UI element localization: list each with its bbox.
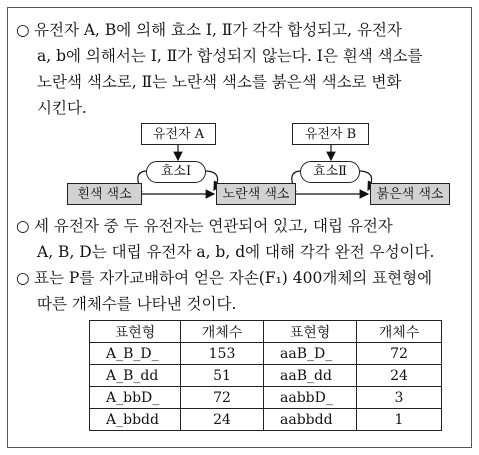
- table-cell: A_B_D_: [90, 343, 181, 365]
- para1-line-4: 시킨다.: [37, 99, 87, 117]
- paragraph-linkage: [16, 213, 466, 265]
- para2-line-1: 세 유전자 중 두 유전자는 연관되어 있고, 대립 유전자: [34, 217, 393, 235]
- para1-line-2: a, b에 의해서는 Ⅰ, Ⅱ가 합성되지 않는다. Ⅰ은 흰색 색소를: [37, 47, 423, 65]
- paragraph-table-intro: [16, 265, 466, 317]
- table-row: [90, 343, 442, 365]
- table-cell: aaB_D_: [264, 343, 357, 365]
- bullet-2: ○: [16, 217, 30, 235]
- table-cell: 1: [357, 409, 442, 431]
- gene-b-box: 유전자 B: [292, 123, 369, 145]
- yellow-pigment-box: 노란색 색소: [216, 183, 296, 205]
- header-count-2: 개체수: [357, 321, 442, 343]
- gene-a-box: 유전자 A: [141, 123, 216, 145]
- table-cell: 72: [357, 343, 442, 365]
- red-pigment-box: 붉은색 색소: [370, 183, 450, 205]
- table-cell: aabbdd: [264, 409, 357, 431]
- table-row: [90, 387, 442, 409]
- table-cell: 3: [357, 387, 442, 409]
- table-cell: A_B_dd: [90, 365, 181, 387]
- table-cell: 72: [181, 387, 264, 409]
- bullet-3: ○: [16, 269, 30, 287]
- table-cell: A_bbD_: [90, 387, 181, 409]
- table-cell: aabbD_: [264, 387, 357, 409]
- table-cell: 24: [357, 365, 442, 387]
- para3-line-1: 표는 P를 자가교배하여 얻은 자손(F₁) 400개체의 표현형에: [34, 269, 433, 287]
- para1-line-3: 노란색 색소로, Ⅱ는 노란색 색소를 붉은색 색소로 변화: [37, 73, 402, 91]
- table-cell: 153: [181, 343, 264, 365]
- phenotype-table: [89, 320, 442, 431]
- table-cell: 24: [181, 409, 264, 431]
- table-cell: aaB_dd: [264, 365, 357, 387]
- white-pigment-box: 흰색 색소: [67, 183, 142, 205]
- table-row: [90, 365, 442, 387]
- header-phenotype-2: 표현형: [264, 321, 357, 343]
- header-count-1: 개체수: [181, 321, 264, 343]
- para1-line-1: 유전자 A, B에 의해 효소 Ⅰ, Ⅱ가 각각 합성되고, 유전자: [34, 21, 402, 39]
- enzyme-2-pill: 효소Ⅱ: [300, 161, 360, 183]
- table-header-row: [90, 321, 442, 343]
- para3-line-2: 따른 개체수를 나타낸 것이다.: [37, 295, 237, 313]
- enzyme-1-pill: 효소Ⅰ: [146, 161, 206, 183]
- header-phenotype-1: 표현형: [90, 321, 181, 343]
- table-cell: 51: [181, 365, 264, 387]
- bullet-1: ○: [16, 21, 30, 39]
- para2-line-2: A, B, D는 대립 유전자 a, b, d에 대해 각각 완전 우성이다.: [37, 243, 435, 261]
- table-cell: A_bbdd: [90, 409, 181, 431]
- table-row: [90, 409, 442, 431]
